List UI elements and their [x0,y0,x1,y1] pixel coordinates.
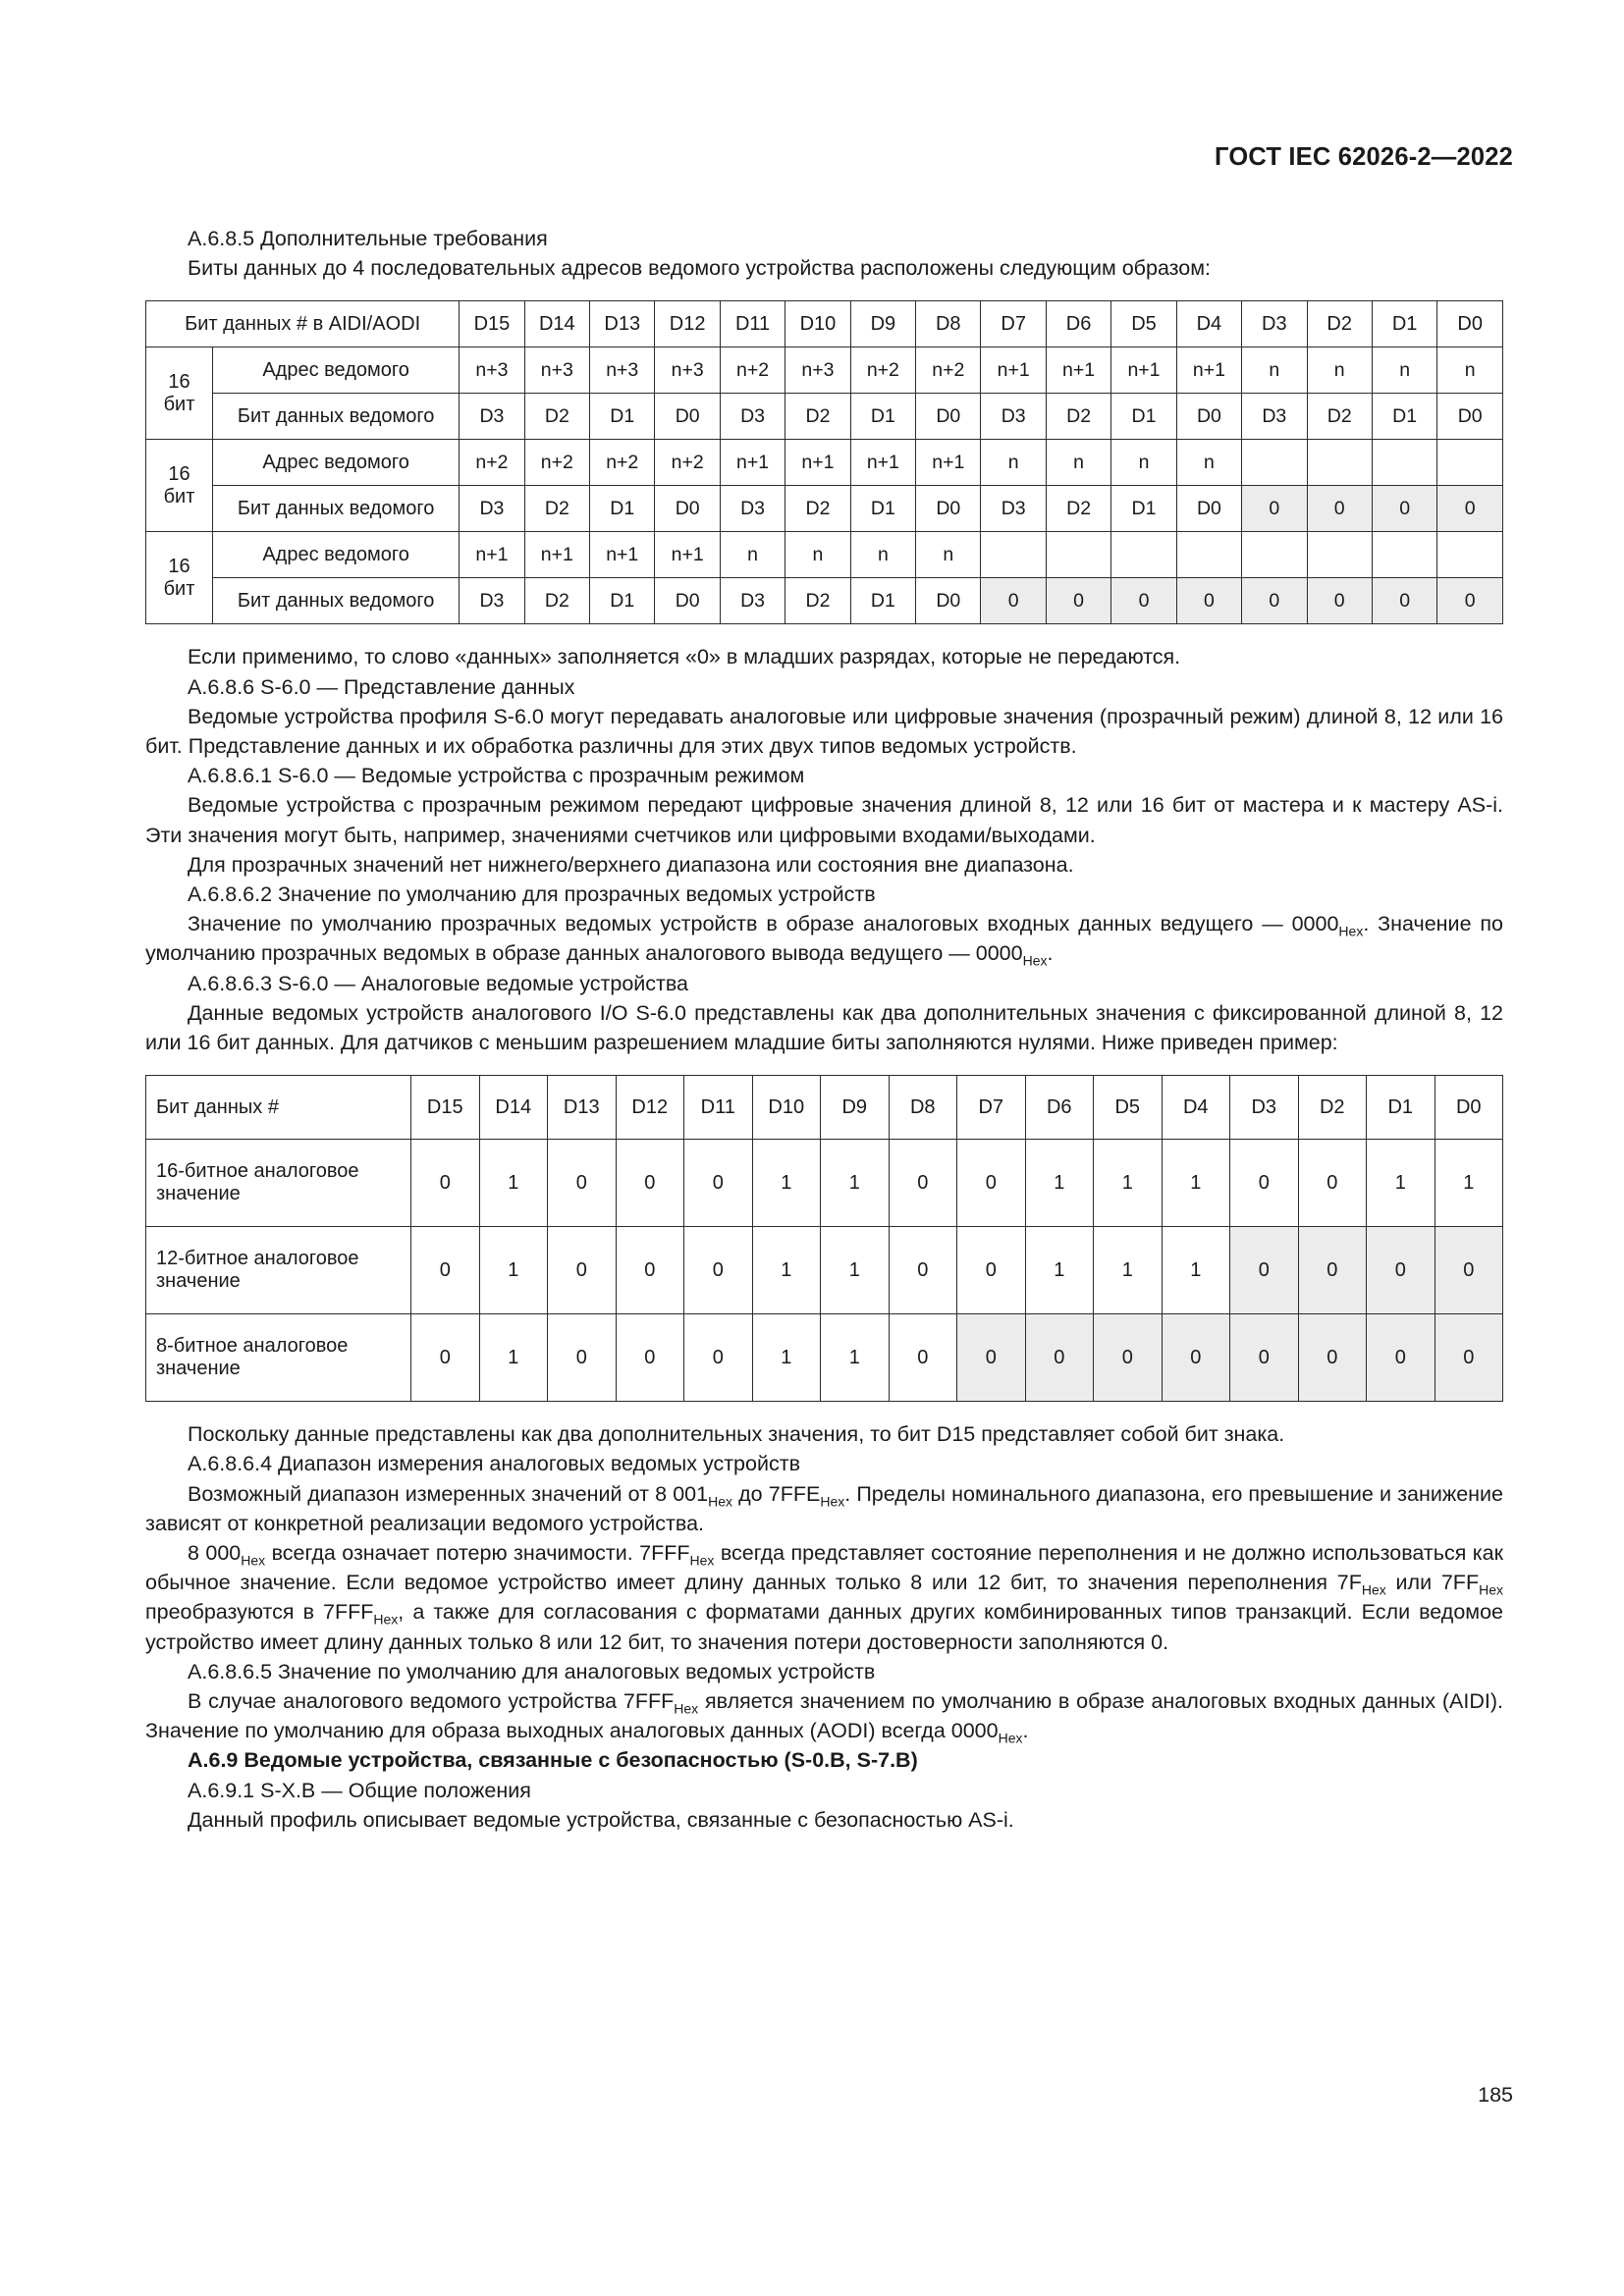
table2-value-cell: 1 [821,1314,890,1402]
table-row-header [146,301,1503,347]
table2-value-cell: 0 [957,1314,1026,1402]
table1-address-cell: n [1046,440,1110,486]
table2-value-cell: 0 [1298,1140,1367,1227]
table1-databit-cell: D2 [524,394,589,440]
paragraph-a68564-body2 [145,1538,1503,1657]
table2-bit-column-header: D13 [548,1076,617,1140]
paragraph-after-table1: Если применимо, то слово «данных» заполняется «0» в младших разрядах, которые не передаются. [188,645,1181,669]
hex-subscript: Hex [241,1552,266,1569]
table1-databit-cell: D2 [1046,486,1110,532]
table2-value-cell: 0 [1162,1314,1230,1402]
a68564-text-3: . Пределы номинального диапазона, его превышение и занижение зависят от конкретной реализации ведомого устройства. [145,1481,1504,1535]
table1-address-cell [1111,532,1176,578]
paragraph-a68563-body: Данные ведомых устройств аналогового I/O S-6.0 представлены как два дополнительных значения с фиксированной длиной 8, 12 или 16 бит данных. Для датчиков с меньшим разрешением младшие биты заполняются нулями. Ниже приведен пример: [145,1000,1503,1055]
table1-address-cell [1242,440,1307,486]
table1-address-cell: n [1176,440,1241,486]
table2-bit-column-header: D7 [957,1076,1026,1140]
table2-bit-column-header: D4 [1162,1076,1230,1140]
table1-bit-column-header: D14 [524,301,589,347]
heading-a69: А.6.9 Ведомые устройства, связанные с безопасностью (S-0.B, S-7.B) [188,1748,918,1773]
table1-address-cell: n+1 [590,532,655,578]
a68562-text-2: . Значение по умолчанию прозрачных ведомых в образе данных аналогового вывода ведущего — 0000 [145,912,1504,966]
hex-subscript: Hex [998,1730,1023,1746]
a68564-text-2: до 7FFE [732,1481,821,1506]
table1-databit-cell: 0 [981,578,1046,624]
table2-bit-column-header: D12 [616,1076,684,1140]
page-content [145,224,1503,1835]
hex-subscript: Hex [708,1492,732,1509]
table1-bit-column-header: D13 [590,301,655,347]
table2-value-cell: 1 [1025,1227,1094,1314]
table2-value-cell: 1 [752,1227,821,1314]
a68565-text-2: является значением по умолчанию в образе аналоговых входных данных (AIDI). Значение по умолчанию для образа выходных аналоговых данных (AODI) всегда 0000 [145,1689,1503,1743]
paragraph-a6855-body: Биты данных до 4 последовательных адресов ведомого устройства расположены следующим образом: [188,256,1211,281]
table1-databit-cell: D0 [916,394,981,440]
table2-value-cell: 1 [479,1227,548,1314]
table1-databit-cell: D3 [981,486,1046,532]
table1-address-cell: n+3 [524,347,589,394]
table2-value-cell: 1 [1094,1227,1163,1314]
paragraph-a68561-body: Ведомые устройства с прозрачным режимом передают цифровые значения длиной 8, 12 или 16 бит от мастера и к мастеру AS-i. Эти значения могут быть, например, значениями счетчиков или цифровыми входами/выходами. [145,793,1503,847]
table-row [146,486,1503,532]
table2-bit-column-header: D8 [889,1076,957,1140]
paragraph-a68561-body2: Для прозрачных значений нет нижнего/верхнего диапазона или состояния вне диапазона. [188,852,1074,877]
table-row [146,1227,1503,1314]
table1-bitwidth-label: 16 бит [146,532,213,624]
table1-databit-cell: 0 [1242,486,1307,532]
table1-bit-column-header: D0 [1437,301,1503,347]
table1-address-cell: n [916,532,981,578]
table1-address-cell: n+1 [981,347,1046,394]
table1-address-cell [1372,440,1436,486]
table1 [145,300,1503,624]
table1-address-cell: n [1111,440,1176,486]
table1-databit-cell: D0 [655,394,720,440]
table1-bit-column-header: D12 [655,301,720,347]
heading-a68562: А.6.8.6.2 Значение по умолчанию для прозрачных ведомых устройств [188,882,876,907]
table2-bit-column-header: D6 [1025,1076,1094,1140]
table2-bit-column-header: D3 [1230,1076,1299,1140]
table2-value-cell: 0 [411,1314,480,1402]
table1-address-cell: n+1 [1176,347,1241,394]
table-row-header [146,1076,1503,1140]
table1-databit-cell: D0 [655,578,720,624]
table2-value-cell: 0 [616,1314,684,1402]
table1-bit-column-header: D9 [850,301,915,347]
table1-address-cell: n+2 [916,347,981,394]
table1-databit-cell: D1 [590,578,655,624]
paragraph-a68564-body [145,1479,1503,1538]
table2-value-cell: 0 [1230,1227,1299,1314]
table2-value-cell: 0 [1435,1314,1503,1402]
table1-address-cell: n+2 [850,347,915,394]
table2-value-cell: 0 [957,1140,1026,1227]
table-row [146,440,1503,486]
a68564-text-1: Возможный диапазон измеренных значений от 8 001 [188,1481,709,1506]
table1-databit-cell: D2 [785,486,850,532]
table2-bit-column-header: D15 [411,1076,480,1140]
heading-a68563: А.6.8.6.3 S-6.0 — Аналоговые ведомые устройства [188,971,689,995]
table1-databit-cell: 0 [1372,578,1436,624]
a68562-text-3: . [1047,941,1054,966]
table1-address-cell: n+3 [590,347,655,394]
table1-databit-cell: 0 [1307,578,1372,624]
table1-databit-cell: D3 [720,394,785,440]
table1-header-label: Бит данных # в AIDI/AODI [146,301,460,347]
heading-a6856: А.6.8.6 S-6.0 — Представление данных [188,674,575,699]
table1-bit-column-header: D6 [1046,301,1110,347]
table2-value-cell: 0 [1367,1314,1435,1402]
table1-databit-cell: D2 [524,578,589,624]
table1-databit-cell: D0 [916,578,981,624]
table2-value-cell: 1 [1435,1140,1503,1227]
table-row [146,1314,1503,1402]
table1-address-cell: n [785,532,850,578]
table-row [146,347,1503,394]
table2-value-cell: 0 [411,1227,480,1314]
table1-address-cell [1242,532,1307,578]
table-slave-address-bit-mapping [145,300,1503,624]
table1-bit-column-header: D15 [460,301,524,347]
table1-address-cell [1372,532,1436,578]
table2-value-cell: 0 [1298,1227,1367,1314]
table1-databit-cell: D0 [655,486,720,532]
table2-value-cell: 0 [684,1314,753,1402]
heading-a68561: А.6.8.6.1 S-6.0 — Ведомые устройства с прозрачным режимом [188,764,805,788]
table1-databit-cell: D1 [590,394,655,440]
table1-address-cell: n+2 [460,440,524,486]
a68564b-text-6: , а также для согласования с форматами данных других комбинированных типов транзакций. Если ведомое устройство имеет длину данных только 8 или 12 бит, то значения потери достоверности заполняются 0. [145,1600,1503,1654]
table1-row-label-address: Адрес ведомого [212,532,459,578]
table2-value-cell: 0 [889,1140,957,1227]
table1-databit-cell: D3 [1242,394,1307,440]
table1-databit-cell: D2 [785,578,850,624]
table1-databit-cell: D1 [850,578,915,624]
table1-address-cell: n+3 [460,347,524,394]
table1-databit-cell: D0 [916,486,981,532]
table2-header-label: Бит данных # [146,1076,411,1140]
table1-address-cell: n [1307,347,1372,394]
table2-row-label: 16-битное аналоговое значение [146,1140,411,1227]
table-row [146,1140,1503,1227]
table1-address-cell: n [720,532,785,578]
table1-databit-cell: 0 [1372,486,1436,532]
table2-value-cell: 0 [889,1227,957,1314]
table1-address-cell: n+1 [916,440,981,486]
table1-address-cell: n+1 [524,532,589,578]
table1-databit-cell: D1 [1111,394,1176,440]
heading-a691: А.6.9.1 S-X.B — Общие положения [188,1778,531,1802]
table1-address-cell: n+3 [655,347,720,394]
table1-address-cell: n+3 [785,347,850,394]
table1-bitwidth-label: 16 бит [146,347,213,440]
table1-databit-cell: 0 [1437,486,1503,532]
table1-address-cell: n [1437,347,1503,394]
table-row [146,578,1503,624]
table1-databit-cell: D3 [720,486,785,532]
table1-bit-column-header: D1 [1372,301,1436,347]
table2-bit-column-header: D1 [1367,1076,1435,1140]
table1-address-cell [981,532,1046,578]
a68564b-text-1: 8 000 [188,1541,242,1566]
table2-value-cell: 1 [1025,1140,1094,1227]
table1-databit-cell: 0 [1111,578,1176,624]
table1-databit-cell: D1 [1111,486,1176,532]
table1-bit-column-header: D4 [1176,301,1241,347]
table1-databit-cell: D0 [1437,394,1503,440]
table1-databit-cell: D0 [1176,394,1241,440]
table2-value-cell: 0 [1367,1227,1435,1314]
page-number: 185 [1478,2083,1513,2107]
table2-bit-column-header: D0 [1435,1076,1503,1140]
table2-value-cell: 0 [616,1140,684,1227]
hex-subscript: Hex [1361,1581,1386,1598]
table1-address-cell: n+1 [460,532,524,578]
table1-databit-cell: D2 [1307,394,1372,440]
table2-value-cell: 0 [1230,1314,1299,1402]
table1-address-cell: n+2 [590,440,655,486]
a68564b-text-3: всегда представляет состояние переполнения и не должно использоваться как обычное значение. Если ведомое устройство имеет длину данных только 8 или 12 бит, то значения переполнения 7F [145,1541,1503,1595]
table2-value-cell: 0 [1298,1314,1367,1402]
table1-databit-cell: 0 [1046,578,1110,624]
paragraph-a6856-body: Ведомые устройства профиля S-6.0 могут передавать аналоговые или цифровые значения (прозрачный режим) длиной 8, 12 или 16 бит. Представление данных и их обработка различны для этих двух типов ведомых устройств. [145,704,1503,759]
hex-subscript: Hex [820,1492,845,1509]
table1-address-cell: n+1 [720,440,785,486]
table2-bit-column-header: D11 [684,1076,753,1140]
table-analog-value-bit-example [145,1075,1503,1402]
table1-address-cell [1307,532,1372,578]
table2-value-cell: 0 [411,1140,480,1227]
table1-address-cell: n+1 [785,440,850,486]
a68562-text-1: Значение по умолчанию прозрачных ведомых устройств в образе аналоговых входных данных ведущего — 0000 [188,912,1339,936]
hex-subscript: Hex [689,1552,715,1569]
table1-databit-cell: D3 [460,578,524,624]
table1-row-label-databit: Бит данных ведомого [212,486,459,532]
table2-value-cell: 0 [684,1140,753,1227]
table1-address-cell: n+2 [655,440,720,486]
table1-databit-cell: D1 [1372,394,1436,440]
paragraph-a68565-body [145,1686,1503,1745]
a68564b-text-5: преобразуются в 7FFF [145,1600,374,1625]
table1-databit-cell: D1 [590,486,655,532]
table2-value-cell: 1 [752,1140,821,1227]
table1-address-cell: n+2 [524,440,589,486]
table1-bit-column-header: D11 [720,301,785,347]
table1-address-cell [1307,440,1372,486]
table1-bit-column-header: D7 [981,301,1046,347]
table2-value-cell: 1 [1094,1140,1163,1227]
table1-address-cell: n [850,532,915,578]
table1-address-cell: n+1 [1111,347,1176,394]
table1-row-label-databit: Бит данных ведомого [212,394,459,440]
standard-header: ГОСТ IEC 62026-2—2022 [1215,143,1513,171]
table1-address-cell: n+1 [850,440,915,486]
table2-value-cell: 1 [1162,1227,1230,1314]
table1-databit-cell: D2 [1046,394,1110,440]
table2-value-cell: 0 [957,1227,1026,1314]
table1-databit-cell: D3 [460,394,524,440]
table2-value-cell: 0 [1094,1314,1163,1402]
table1-databit-cell: D2 [785,394,850,440]
table1-databit-cell: D3 [981,394,1046,440]
table2-value-cell: 0 [1025,1314,1094,1402]
table2-row-label: 12-битное аналоговое значение [146,1227,411,1314]
table1-address-cell: n [981,440,1046,486]
table1-databit-cell: 0 [1176,578,1241,624]
table1-address-cell [1046,532,1110,578]
paragraph-a68562-body [145,909,1503,968]
table1-row-label-address: Адрес ведомого [212,347,459,394]
table1-address-cell [1437,440,1503,486]
table2-bit-column-header: D9 [821,1076,890,1140]
table1-address-cell [1176,532,1241,578]
a68564b-text-4: или 7FF [1385,1571,1480,1595]
table1-bit-column-header: D2 [1307,301,1372,347]
table2-row-label: 8-битное аналоговое значение [146,1314,411,1402]
table1-address-cell [1437,532,1503,578]
table1-row-label-databit: Бит данных ведомого [212,578,459,624]
table2-bit-column-header: D2 [1298,1076,1367,1140]
table1-bit-column-header: D3 [1242,301,1307,347]
heading-a68564: А.6.8.6.4 Диапазон измерения аналоговых ведомых устройств [188,1452,800,1476]
table2-value-cell: 1 [1162,1140,1230,1227]
table1-databit-cell: 0 [1437,578,1503,624]
table1-row-label-address: Адрес ведомого [212,440,459,486]
table-row [146,532,1503,578]
table1-bitwidth-label: 16 бит [146,440,213,532]
table2-value-cell: 0 [548,1140,617,1227]
a68565-text-1: В случае аналогового ведомого устройства 7FFF [188,1689,675,1714]
table1-databit-cell: D0 [1176,486,1241,532]
table1-databit-cell: 0 [1242,578,1307,624]
table1-databit-cell: D2 [524,486,589,532]
table1-address-cell: n [1242,347,1307,394]
table2-bit-column-header: D5 [1094,1076,1163,1140]
table2-value-cell: 1 [821,1227,890,1314]
table2-value-cell: 1 [479,1140,548,1227]
table1-databit-cell: 0 [1307,486,1372,532]
table2-value-cell: 0 [889,1314,957,1402]
table2-value-cell: 0 [1435,1227,1503,1314]
table2-value-cell: 1 [479,1314,548,1402]
hex-subscript: Hex [674,1700,699,1717]
table2-value-cell: 0 [548,1227,617,1314]
table1-databit-cell: D1 [850,394,915,440]
table1-databit-cell: D3 [460,486,524,532]
table2-value-cell: 1 [821,1140,890,1227]
hex-subscript: Hex [373,1611,399,1628]
table2-value-cell: 0 [1230,1140,1299,1227]
table2-bit-column-header: D10 [752,1076,821,1140]
table-row [146,394,1503,440]
table2-value-cell: 0 [548,1314,617,1402]
table2-value-cell: 0 [616,1227,684,1314]
hex-subscript: Hex [1022,952,1048,969]
table1-bit-column-header: D5 [1111,301,1176,347]
paragraph-a691-body: Данный профиль описывает ведомые устройства, связанные с безопасностью AS-i. [188,1807,1014,1832]
paragraph-after-table2: Поскольку данные представлены как два дополнительных значения, то бит D15 представляет собой бит знака. [188,1422,1285,1447]
table1-address-cell: n+1 [1046,347,1110,394]
table1-bit-column-header: D8 [916,301,981,347]
table1-bit-column-header: D10 [785,301,850,347]
table2-bit-column-header: D14 [479,1076,548,1140]
table2-value-cell: 1 [752,1314,821,1402]
table2-value-cell: 1 [1367,1140,1435,1227]
hex-subscript: Hex [1479,1581,1503,1598]
table1-address-cell: n [1372,347,1436,394]
table1-address-cell: n+1 [655,532,720,578]
table1-databit-cell: D3 [720,578,785,624]
table2 [145,1075,1503,1402]
hex-subscript: Hex [1338,923,1364,939]
a68564b-text-2: всегда означает потерю значимости. 7FFF [265,1541,690,1566]
table2-value-cell: 0 [684,1227,753,1314]
table1-address-cell: n+2 [720,347,785,394]
heading-a6855: А.6.8.5 Дополнительные требования [188,227,548,250]
a68565-text-3: . [1022,1719,1029,1743]
table1-databit-cell: D1 [850,486,915,532]
heading-a68565: А.6.8.6.5 Значение по умолчанию для аналоговых ведомых устройств [188,1659,876,1683]
